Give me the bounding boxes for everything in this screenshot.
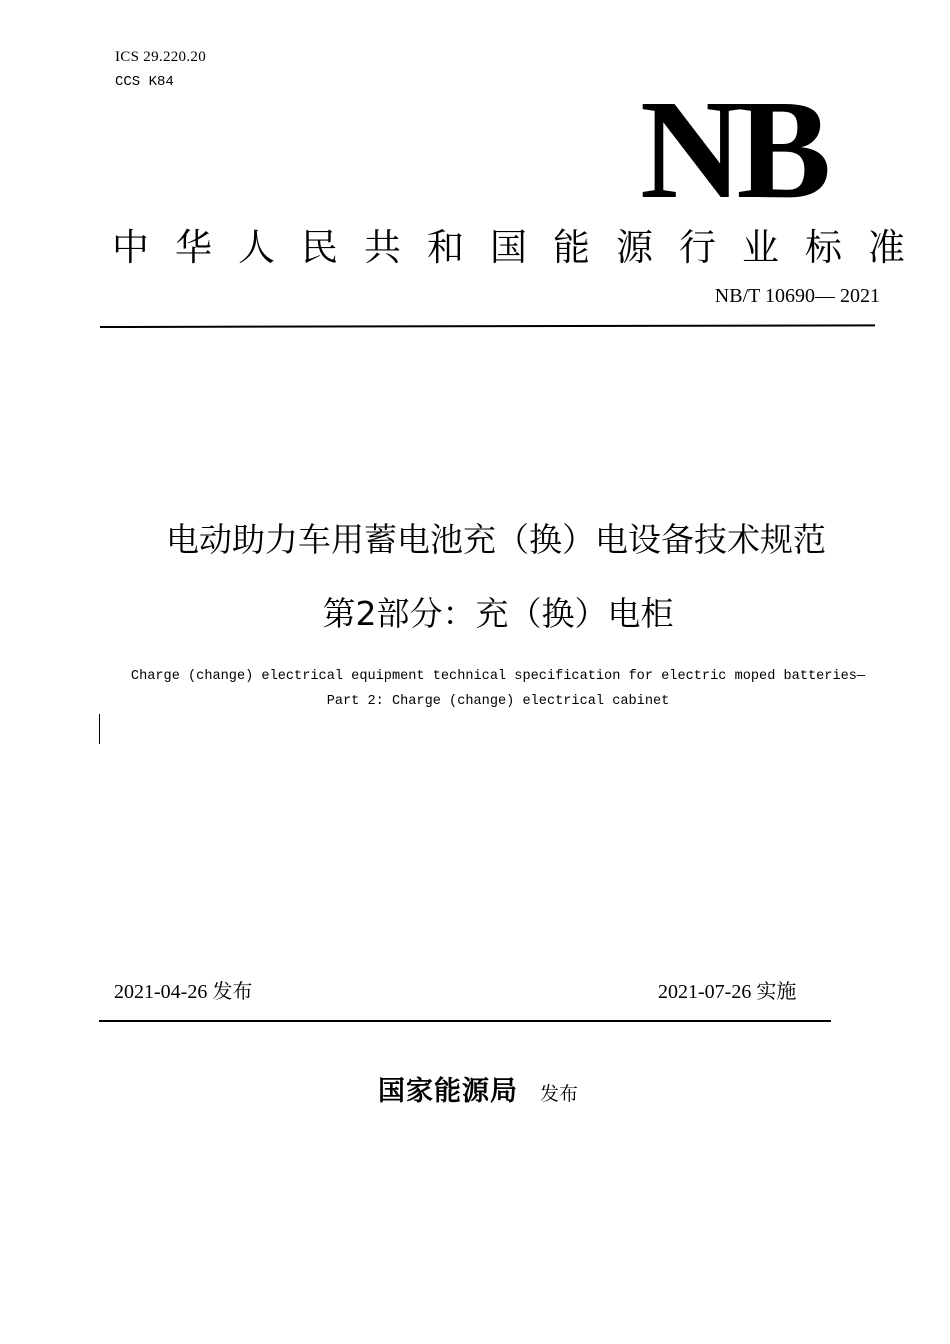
text-cursor bbox=[99, 714, 100, 744]
ccs-code: CCS K84 bbox=[115, 74, 174, 90]
document-title-en-line2: Part 2: Charge (change) electrical cabinet bbox=[326, 694, 670, 709]
document-title-zh-line1: 电动助力车用蓄电池充（换）电设备技术规范 bbox=[166, 520, 826, 559]
ics-code: ICS 29.220.20 bbox=[115, 49, 206, 65]
issuer-block bbox=[378, 1069, 578, 1108]
header-divider bbox=[100, 324, 875, 328]
implementation-date: 2021-07-26 实施 bbox=[658, 981, 797, 1003]
issuer-action: 发布 bbox=[540, 1083, 579, 1105]
industry-standard-title: 中华人民共和国能源行业标准 bbox=[112, 226, 931, 269]
issue-date: 2021-04-26 发布 bbox=[114, 981, 253, 1003]
standard-number: NB/T 10690— 2021 bbox=[714, 285, 880, 307]
issuer-name: 国家能源局 bbox=[378, 1076, 518, 1107]
footer-divider bbox=[99, 1020, 831, 1022]
document-title-en-line1: Charge (change) electrical equipment technical specification for electric moped batteries— bbox=[130, 669, 866, 684]
document-title-zh-line2: 第2部分：充（换）电柜 bbox=[322, 594, 674, 633]
nb-logo: NB bbox=[640, 70, 826, 228]
